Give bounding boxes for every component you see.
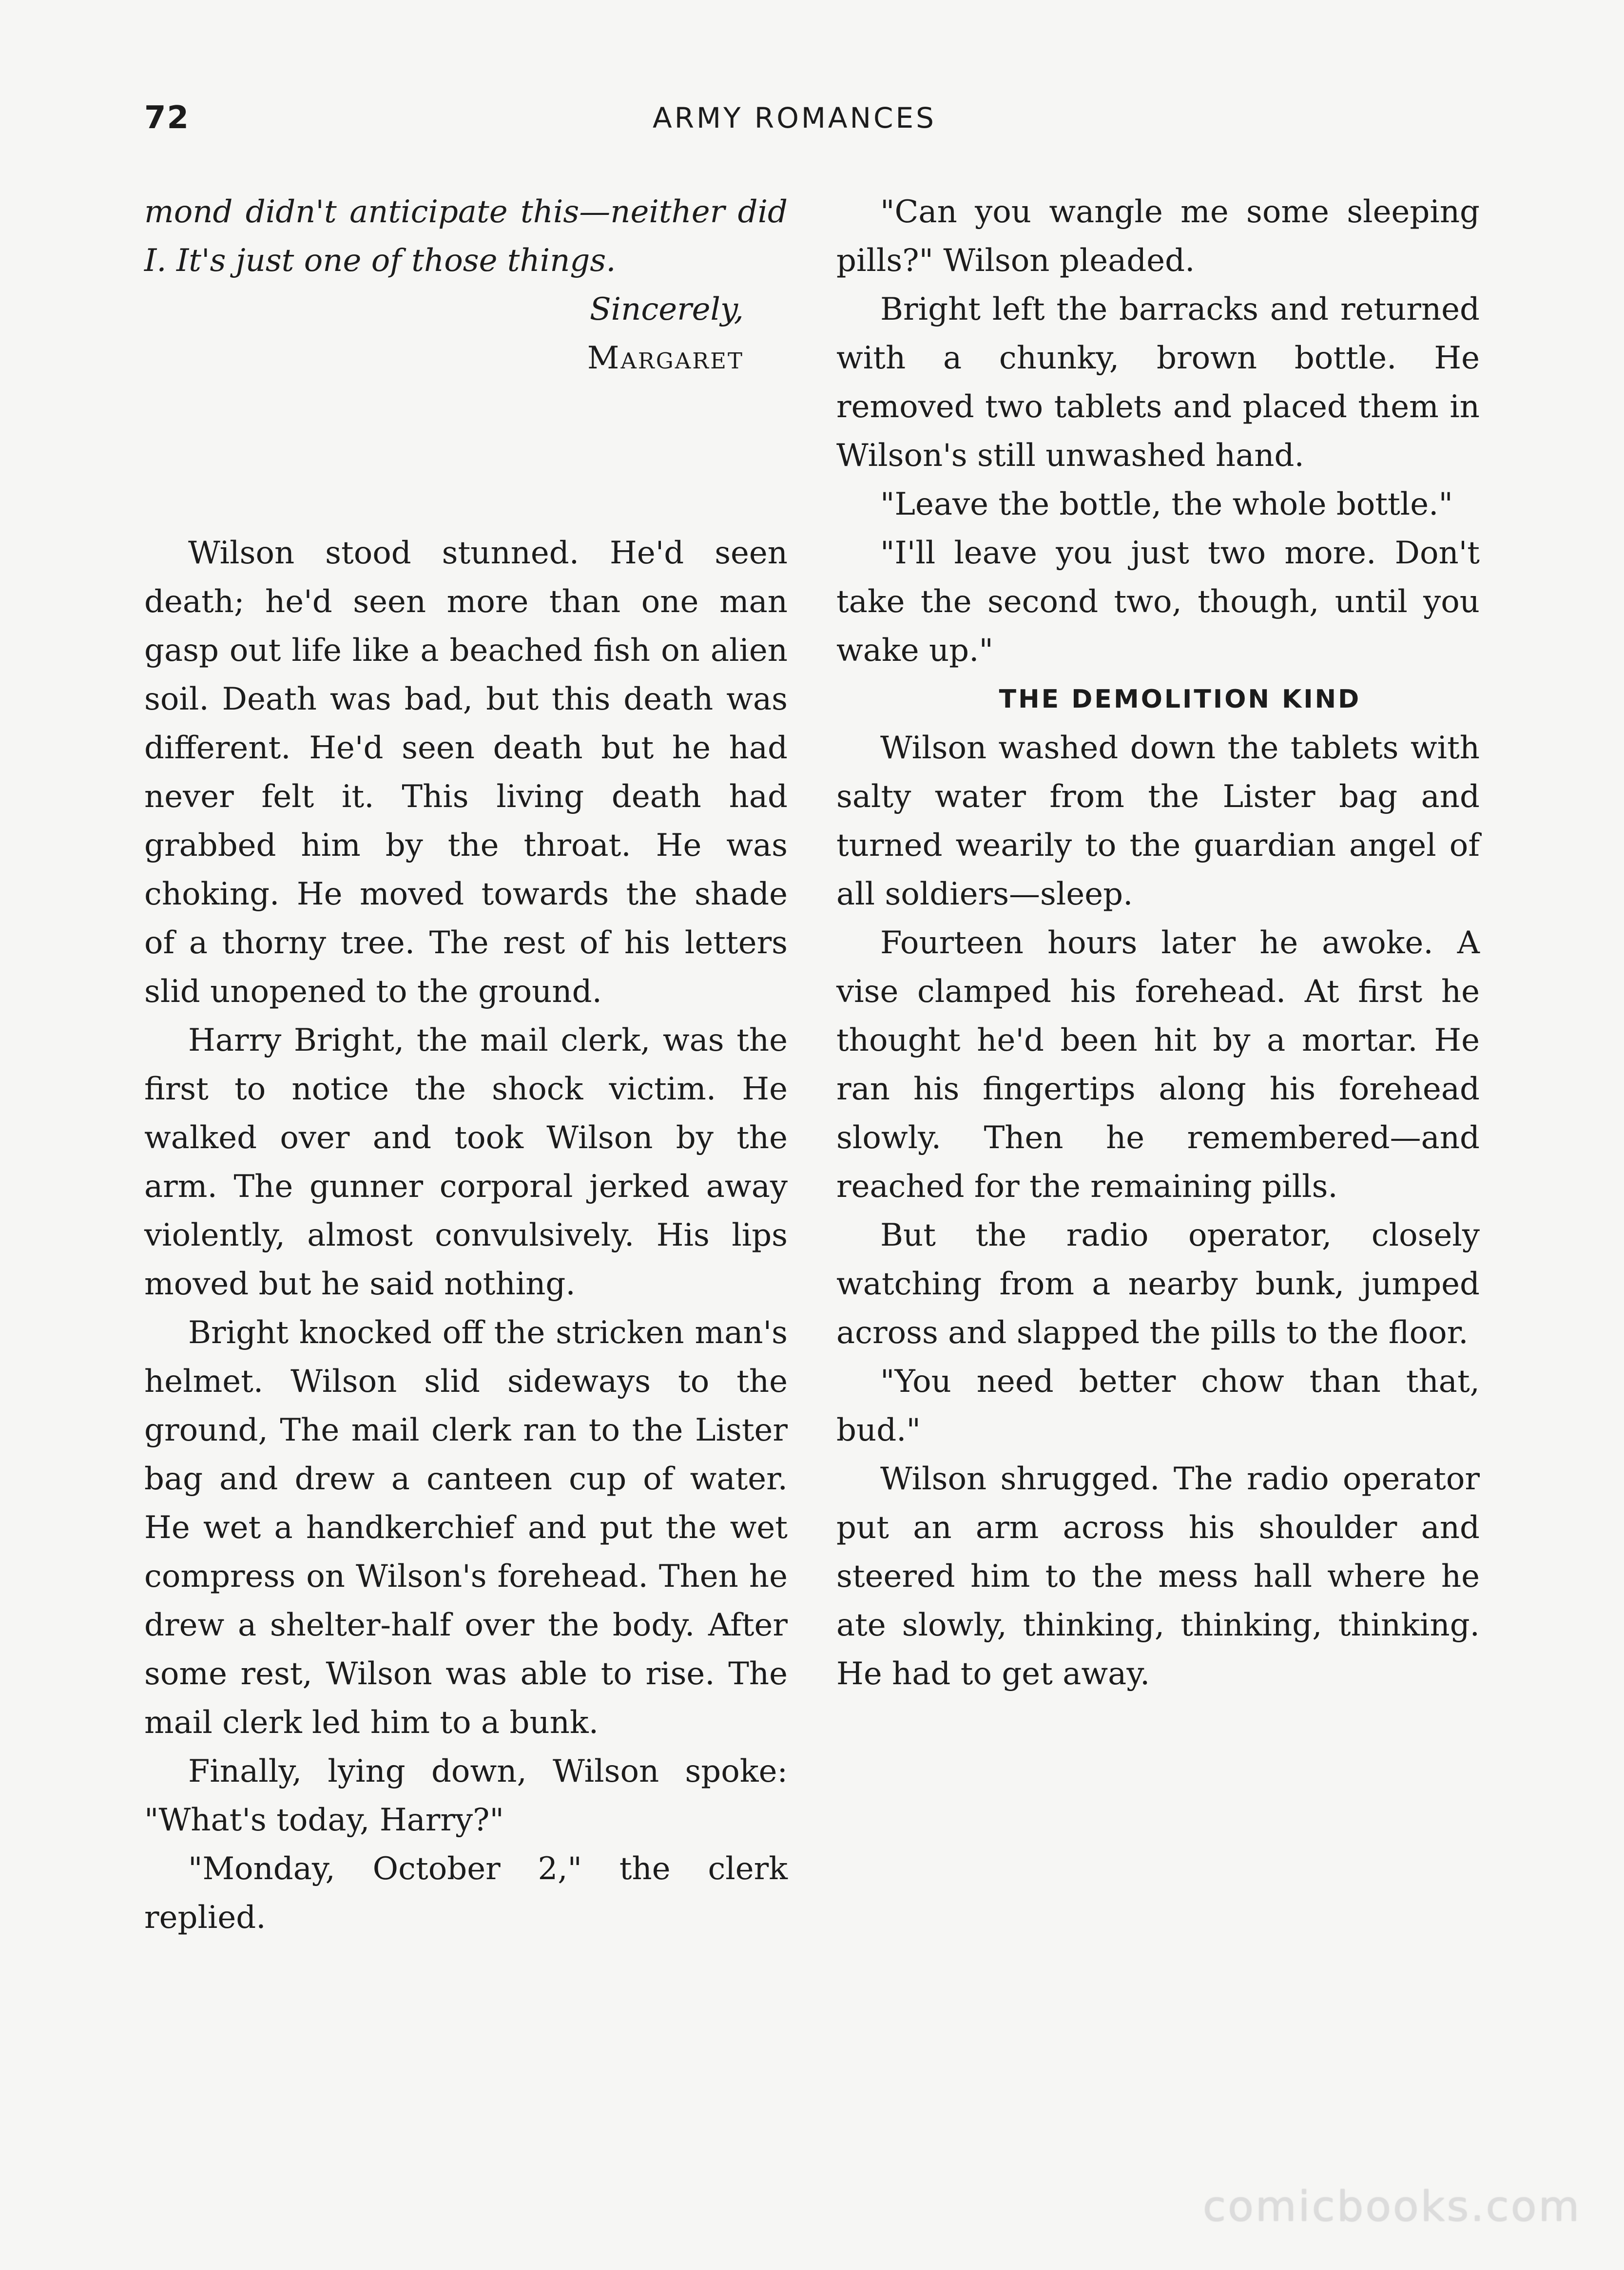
paragraph: "Leave the bottle, the whole bottle." <box>880 486 1453 522</box>
paragraph: Wilson washed down the tablets with salty water from the Lister bag and turned wearily to the guardian angel of all soldiers—sleep. <box>836 730 1480 912</box>
letter-signature: Margaret <box>587 340 744 376</box>
right-column <box>836 188 1480 1698</box>
paragraph: Bright knocked off the stricken man's helmet. Wilson slid sideways to the ground, The mail clerk ran to the Lister bag and drew a canteen cup of water. He wet a handkerchief and put the wet compress on Wilson's forehead. Then he drew a shelter-half over the body. After some rest, Wilson was able to rise. The mail clerk led him to a bunk. <box>144 1315 788 1741</box>
page-number: 72 <box>144 100 190 136</box>
paragraph: Bright left the barracks and returned with a chunky, brown bottle. He removed two tablets and placed them in Wilson's still unwashed hand. <box>836 291 1480 474</box>
paragraph: Fourteen hours later he awoke. A vise clamped his forehead. At first he thought he'd been hit by a mortar. He ran his fingertips along his forehead slowly. Then he remembered—and reached for the remaining pills. <box>836 925 1480 1205</box>
paragraph: "I'll leave you just two more. Don't take the second two, though, until you wake up." <box>836 535 1480 669</box>
paragraph: Wilson stood stunned. He'd seen death; he'd seen more than one man gasp out life like a beached fish on alien soil. Death was bad, but this death was different. He'd seen death but he had never felt it. This living death had grabbed him by the throat. He was choking. He moved towards the shade of a thorny tree. The rest of his letters slid unopened to the ground. <box>144 535 788 1010</box>
letter-excerpt <box>144 188 788 383</box>
left-body <box>144 529 788 1942</box>
left-column <box>144 188 788 1942</box>
letter-signoff: Sincerely, <box>589 291 744 327</box>
paragraph: Harry Bright, the mail clerk, was the first to notice the shock victim. He walked over and took Wilson by the arm. The gunner corporal jerked away violently, almost convulsively. His lips moved but he said nothing. <box>144 1022 788 1302</box>
paragraph: "Monday, October 2," the clerk replied. <box>144 1851 788 1936</box>
paragraph: "Can you wangle me some sleeping pills?" Wilson pleaded. <box>836 194 1480 279</box>
paragraph: Wilson shrugged. The radio operator put an arm across his shoulder and steered him to the mess hall where he ate slowly, thinking, thinking, thinking. He had to get away. <box>836 1461 1480 1692</box>
running-head: ARMY ROMANCES <box>653 101 936 135</box>
section-title: THE DEMOLITION KIND <box>999 685 1361 714</box>
paragraph: Finally, lying down, Wilson spoke: "What's today, Harry?" <box>144 1753 788 1838</box>
letter-text: mond didn't anticipate this—neither did I. It's just one of those things. <box>144 194 788 279</box>
watermark: comicbooks.com <box>1203 2182 1582 2231</box>
paragraph: "You need better chow than that, bud." <box>836 1364 1480 1448</box>
paragraph: But the radio operator, closely watching from a nearby bunk, jumped across and slapped the pills to the floor. <box>836 1217 1480 1351</box>
